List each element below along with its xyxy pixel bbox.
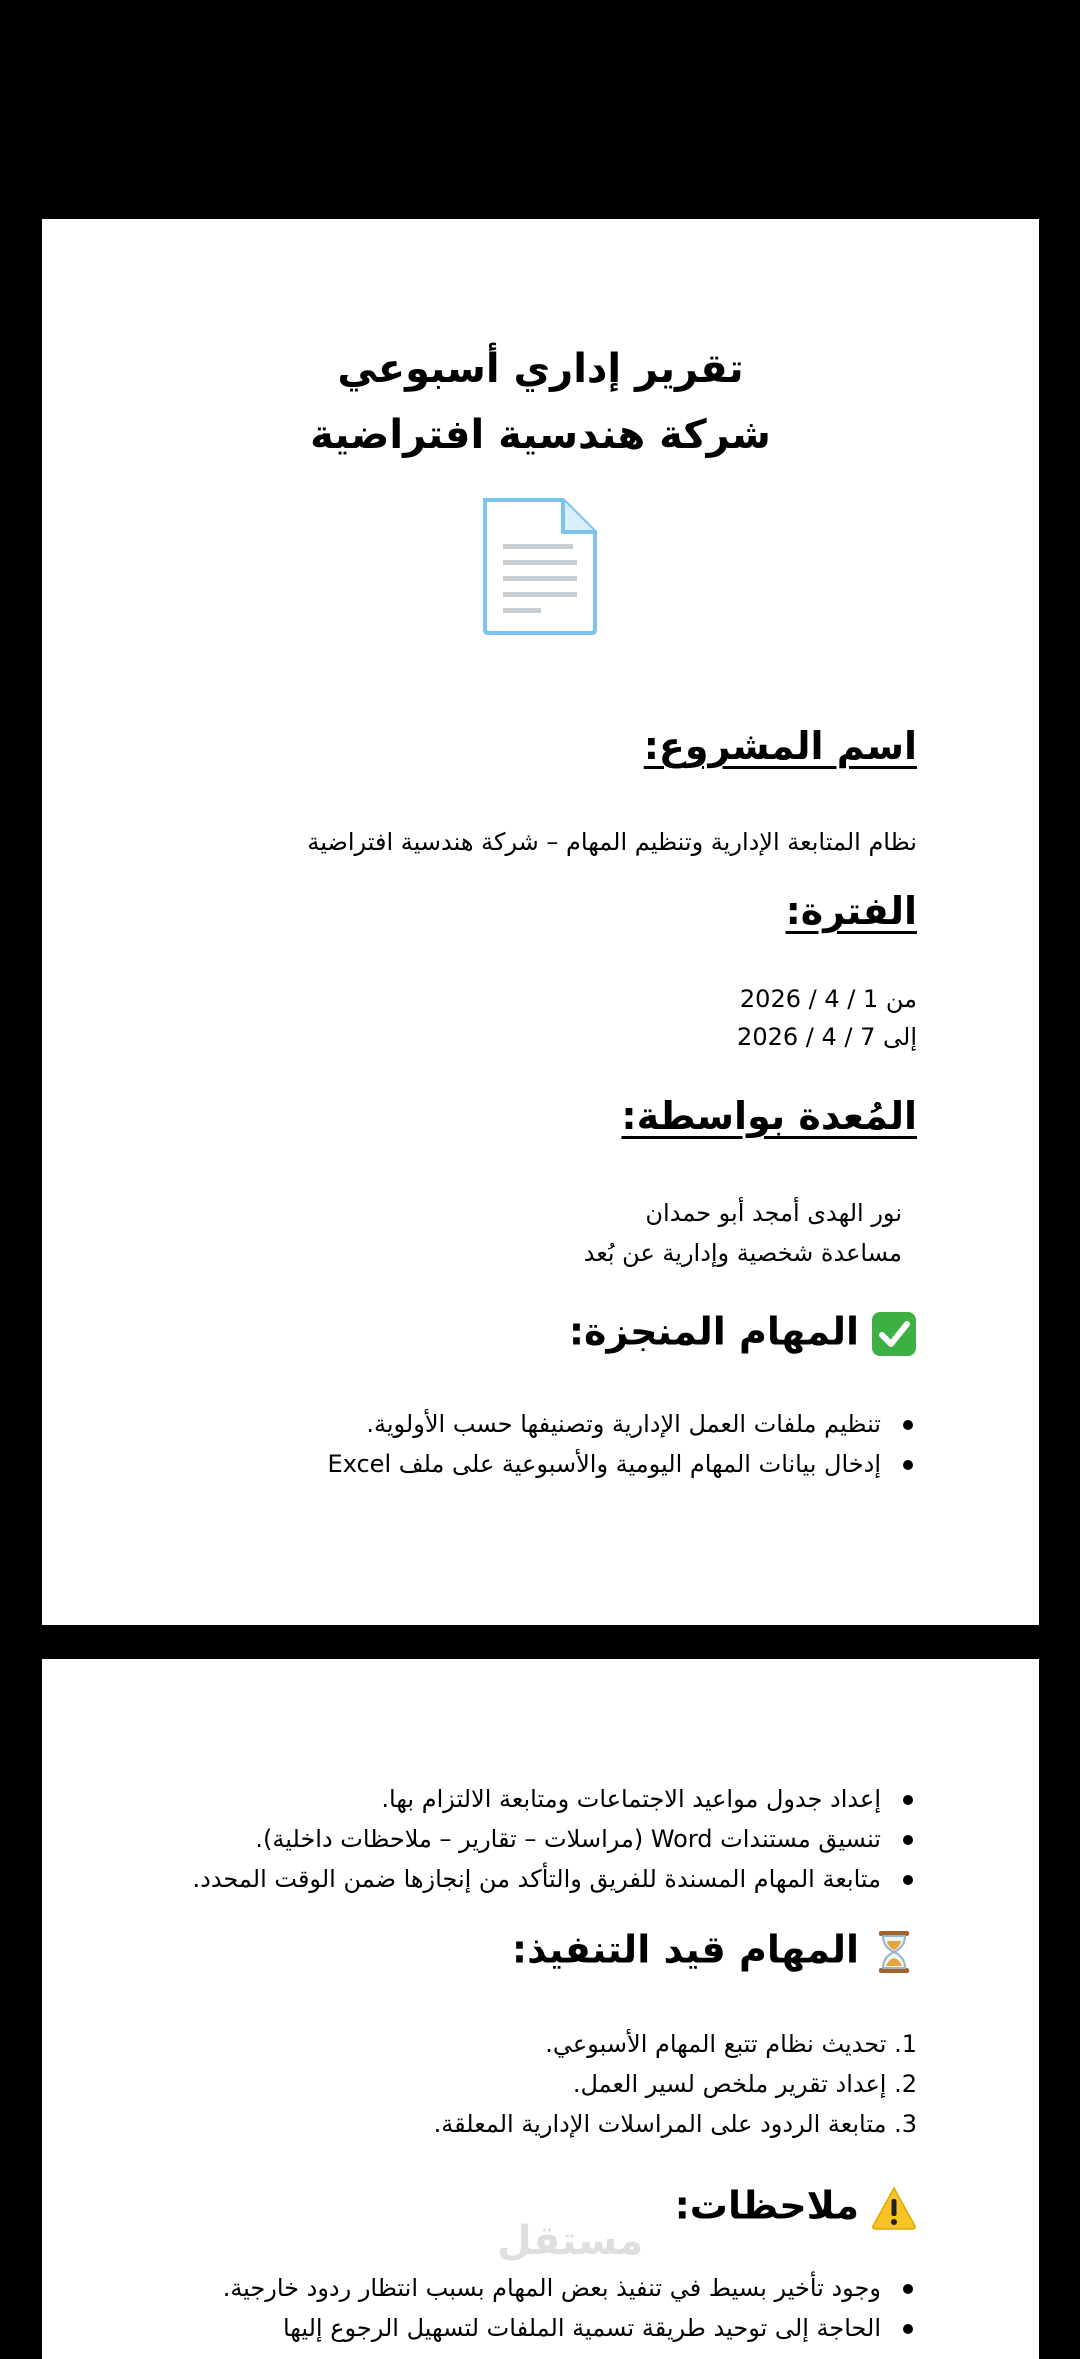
list-item: تنظيم ملفات العمل الإدارية وتصنيفها حسب الأولوية. — [328, 1404, 917, 1444]
list-item: 3. متابعة الردود على المراسلات الإدارية المعلقة. — [433, 2110, 917, 2138]
preparer-role: مساعدة شخصية وإدارية عن بُعد — [583, 1239, 902, 1267]
notes-heading-label: ملاحظات: — [674, 2183, 859, 2228]
company-title: شركة هندسية افتراضية — [310, 412, 771, 458]
list-item: وجود تأخير بسيط في تنفيذ بعض المهام بسبب انتظار ردود خارجية. — [223, 2268, 917, 2308]
list-item: إدخال بيانات المهام اليومية والأسبوعية على ملف Excel — [328, 1444, 917, 1484]
check-mark-icon — [871, 1311, 917, 1357]
project-name: نظام المتابعة الإدارية وتنظيم المهام – شركة هندسية افتراضية — [307, 828, 917, 856]
completed-tasks-heading-label: المهام المنجزة: — [568, 1309, 859, 1354]
warning-icon — [871, 2185, 917, 2231]
hourglass-icon — [871, 1929, 917, 1975]
in-progress-heading-label: المهام قيد التنفيذ: — [511, 1927, 859, 1972]
period-heading: الفترة: — [785, 889, 917, 933]
list-item: الحاجة إلى توحيد طريقة تسمية الملفات لتسهيل الرجوع إليها — [223, 2308, 917, 2348]
document-page-icon — [479, 496, 601, 636]
list-item: 2. إعداد تقرير ملخص لسير العمل. — [572, 2070, 917, 2098]
period-to: إلى 7 / 4 / 2026 — [737, 1023, 917, 1051]
period-from: من 1 / 4 / 2026 — [739, 985, 917, 1013]
prepared-by-heading: المُعدة بواسطة: — [621, 1094, 917, 1138]
completed-tasks-list-continued — [193, 1779, 918, 1899]
list-item: تنسيق مستندات Word (مراسلات – تقارير – ملاحظات داخلية). — [193, 1819, 918, 1859]
preparer-name: نور الهدى أمجد أبو حمدان — [645, 1199, 902, 1227]
completed-tasks-list — [328, 1404, 917, 1484]
completed-tasks-heading — [569, 1311, 917, 1357]
document-page-2 — [42, 1659, 1039, 2359]
notes-heading — [675, 2185, 917, 2231]
in-progress-heading — [512, 1929, 917, 1975]
watermark-logo: مستقل — [497, 2218, 644, 2264]
document-page-1 — [42, 219, 1039, 1625]
list-item: 1. تحديث نظام تتبع المهام الأسبوعي. — [545, 2030, 917, 2058]
notes-list — [223, 2268, 917, 2348]
in-progress-list — [434, 2024, 917, 2144]
list-item: متابعة المهام المسندة للفريق والتأكد من إنجازها ضمن الوقت المحدد. — [193, 1859, 918, 1899]
list-item: إعداد جدول مواعيد الاجتماعات ومتابعة الالتزام بها. — [193, 1779, 918, 1819]
report-title: تقرير إداري أسبوعي — [337, 346, 744, 392]
project-heading: اسم المشروع: — [643, 724, 917, 768]
